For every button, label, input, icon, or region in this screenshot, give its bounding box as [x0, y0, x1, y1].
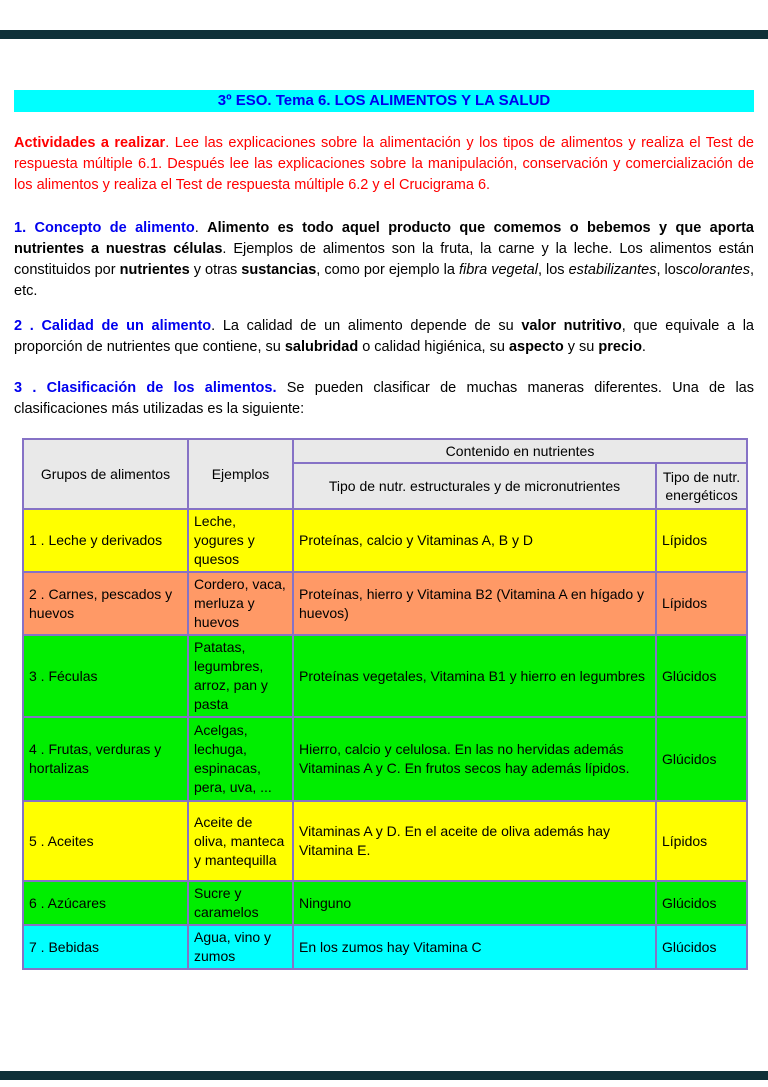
cell-grupo: 5 . Aceites — [23, 801, 188, 881]
page-bottom-border — [0, 1071, 768, 1080]
cell-ejemplos: Acelgas, lechuga, espinacas, pera, uva, ... — [188, 717, 293, 801]
cell-estructurales: Proteínas vegetales, Vitamina B1 y hierro en legumbres — [293, 635, 656, 717]
cell-energeticos: Lípidos — [656, 572, 747, 635]
table-row — [23, 801, 747, 881]
cell-energeticos: Glúcidos — [656, 635, 747, 717]
cell-estructurales: Hierro, calcio y celulosa. En las no hervidas además Vitaminas A y C. En frutos secos hay además lípidos. — [293, 717, 656, 801]
table-row — [23, 717, 747, 801]
table-row — [23, 572, 747, 635]
page-content — [14, 39, 754, 970]
cell-ejemplos: Agua, vino y zumos — [188, 925, 293, 969]
table-row — [23, 509, 747, 572]
cell-ejemplos: Sucre y caramelos — [188, 881, 293, 925]
header-estructurales: Tipo de nutr. estructurales y de micronutrientes — [293, 463, 656, 509]
table-row — [23, 635, 747, 717]
cell-energeticos: Glúcidos — [656, 717, 747, 801]
cell-estructurales: En los zumos hay Vitamina C — [293, 925, 656, 969]
cell-grupo: 3 . Féculas — [23, 635, 188, 717]
table-header-row-1 — [23, 439, 747, 463]
activities-paragraph: Actividades a realizar. Lee las explicaciones sobre la alimentación y los tipos de alimentos y realiza el Test de respuesta múltiple 6.1. Después lee las explicaciones sobre la manipulación, conservación y comercialización de los alimentos y realiza el Test de respuesta múltiple 6.2 y el Crucigrama 6. — [14, 135, 754, 193]
concept-section: 1. Concepto de alimento. Alimento es todo aquel producto que comemos o bebemos y que aporta nutrientes a nuestras células. Ejemplos de alimentos son la fruta, la carne y la leche. Los alimentos están constituidos por nutrientes y otras sustancias, como por ejemplo la fibra vegetal, los estabilizantes, loscolorantes, etc. — [14, 220, 754, 299]
cell-grupo: 4 . Frutas, verduras y hortalizas — [23, 717, 188, 801]
table-row — [23, 925, 747, 969]
cell-energeticos: Glúcidos — [656, 925, 747, 969]
cell-energeticos: Lípidos — [656, 801, 747, 881]
header-energeticos: Tipo de nutr. energéticos — [656, 463, 747, 509]
header-ejemplos: Ejemplos — [188, 439, 293, 509]
food-groups-table — [22, 438, 748, 970]
table-row — [23, 881, 747, 925]
quality-section: 2 . Calidad de un alimento. La calidad de un alimento depende de su valor nutritivo, que equivale a la proporción de nutrientes que contiene, su salubridad o calidad higiénica, su aspecto y su precio. — [14, 318, 754, 355]
cell-estructurales: Vitaminas A y D. En el aceite de oliva además hay Vitamina E. — [293, 801, 656, 881]
cell-grupo: 6 . Azúcares — [23, 881, 188, 925]
cell-grupo: 2 . Carnes, pescados y huevos — [23, 572, 188, 635]
classification-section: 3 . Clasificación de los alimentos. Se pueden clasificar de muchas maneras diferentes. Una de las clasificaciones más utilizadas es la siguiente: — [14, 380, 754, 417]
cell-estructurales: Ninguno — [293, 881, 656, 925]
cell-ejemplos: Aceite de oliva, manteca y mantequilla — [188, 801, 293, 881]
cell-ejemplos: Patatas, legumbres, arroz, pan y pasta — [188, 635, 293, 717]
cell-energeticos: Glúcidos — [656, 881, 747, 925]
header-grupos: Grupos de alimentos — [23, 439, 188, 509]
cell-ejemplos: Leche, yogures y quesos — [188, 509, 293, 572]
cell-estructurales: Proteínas, hierro y Vitamina B2 (Vitamina A en hígado y huevos) — [293, 572, 656, 635]
page-title: 3º ESO. Tema 6. LOS ALIMENTOS Y LA SALUD — [14, 90, 754, 112]
header-contenido: Contenido en nutrientes — [293, 439, 747, 463]
cell-ejemplos: Cordero, vaca, merluza y huevos — [188, 572, 293, 635]
cell-estructurales: Proteínas, calcio y Vitaminas A, B y D — [293, 509, 656, 572]
cell-energeticos: Lípidos — [656, 509, 747, 572]
cell-grupo: 1 . Leche y derivados — [23, 509, 188, 572]
page-top-border — [0, 30, 768, 39]
cell-grupo: 7 . Bebidas — [23, 925, 188, 969]
